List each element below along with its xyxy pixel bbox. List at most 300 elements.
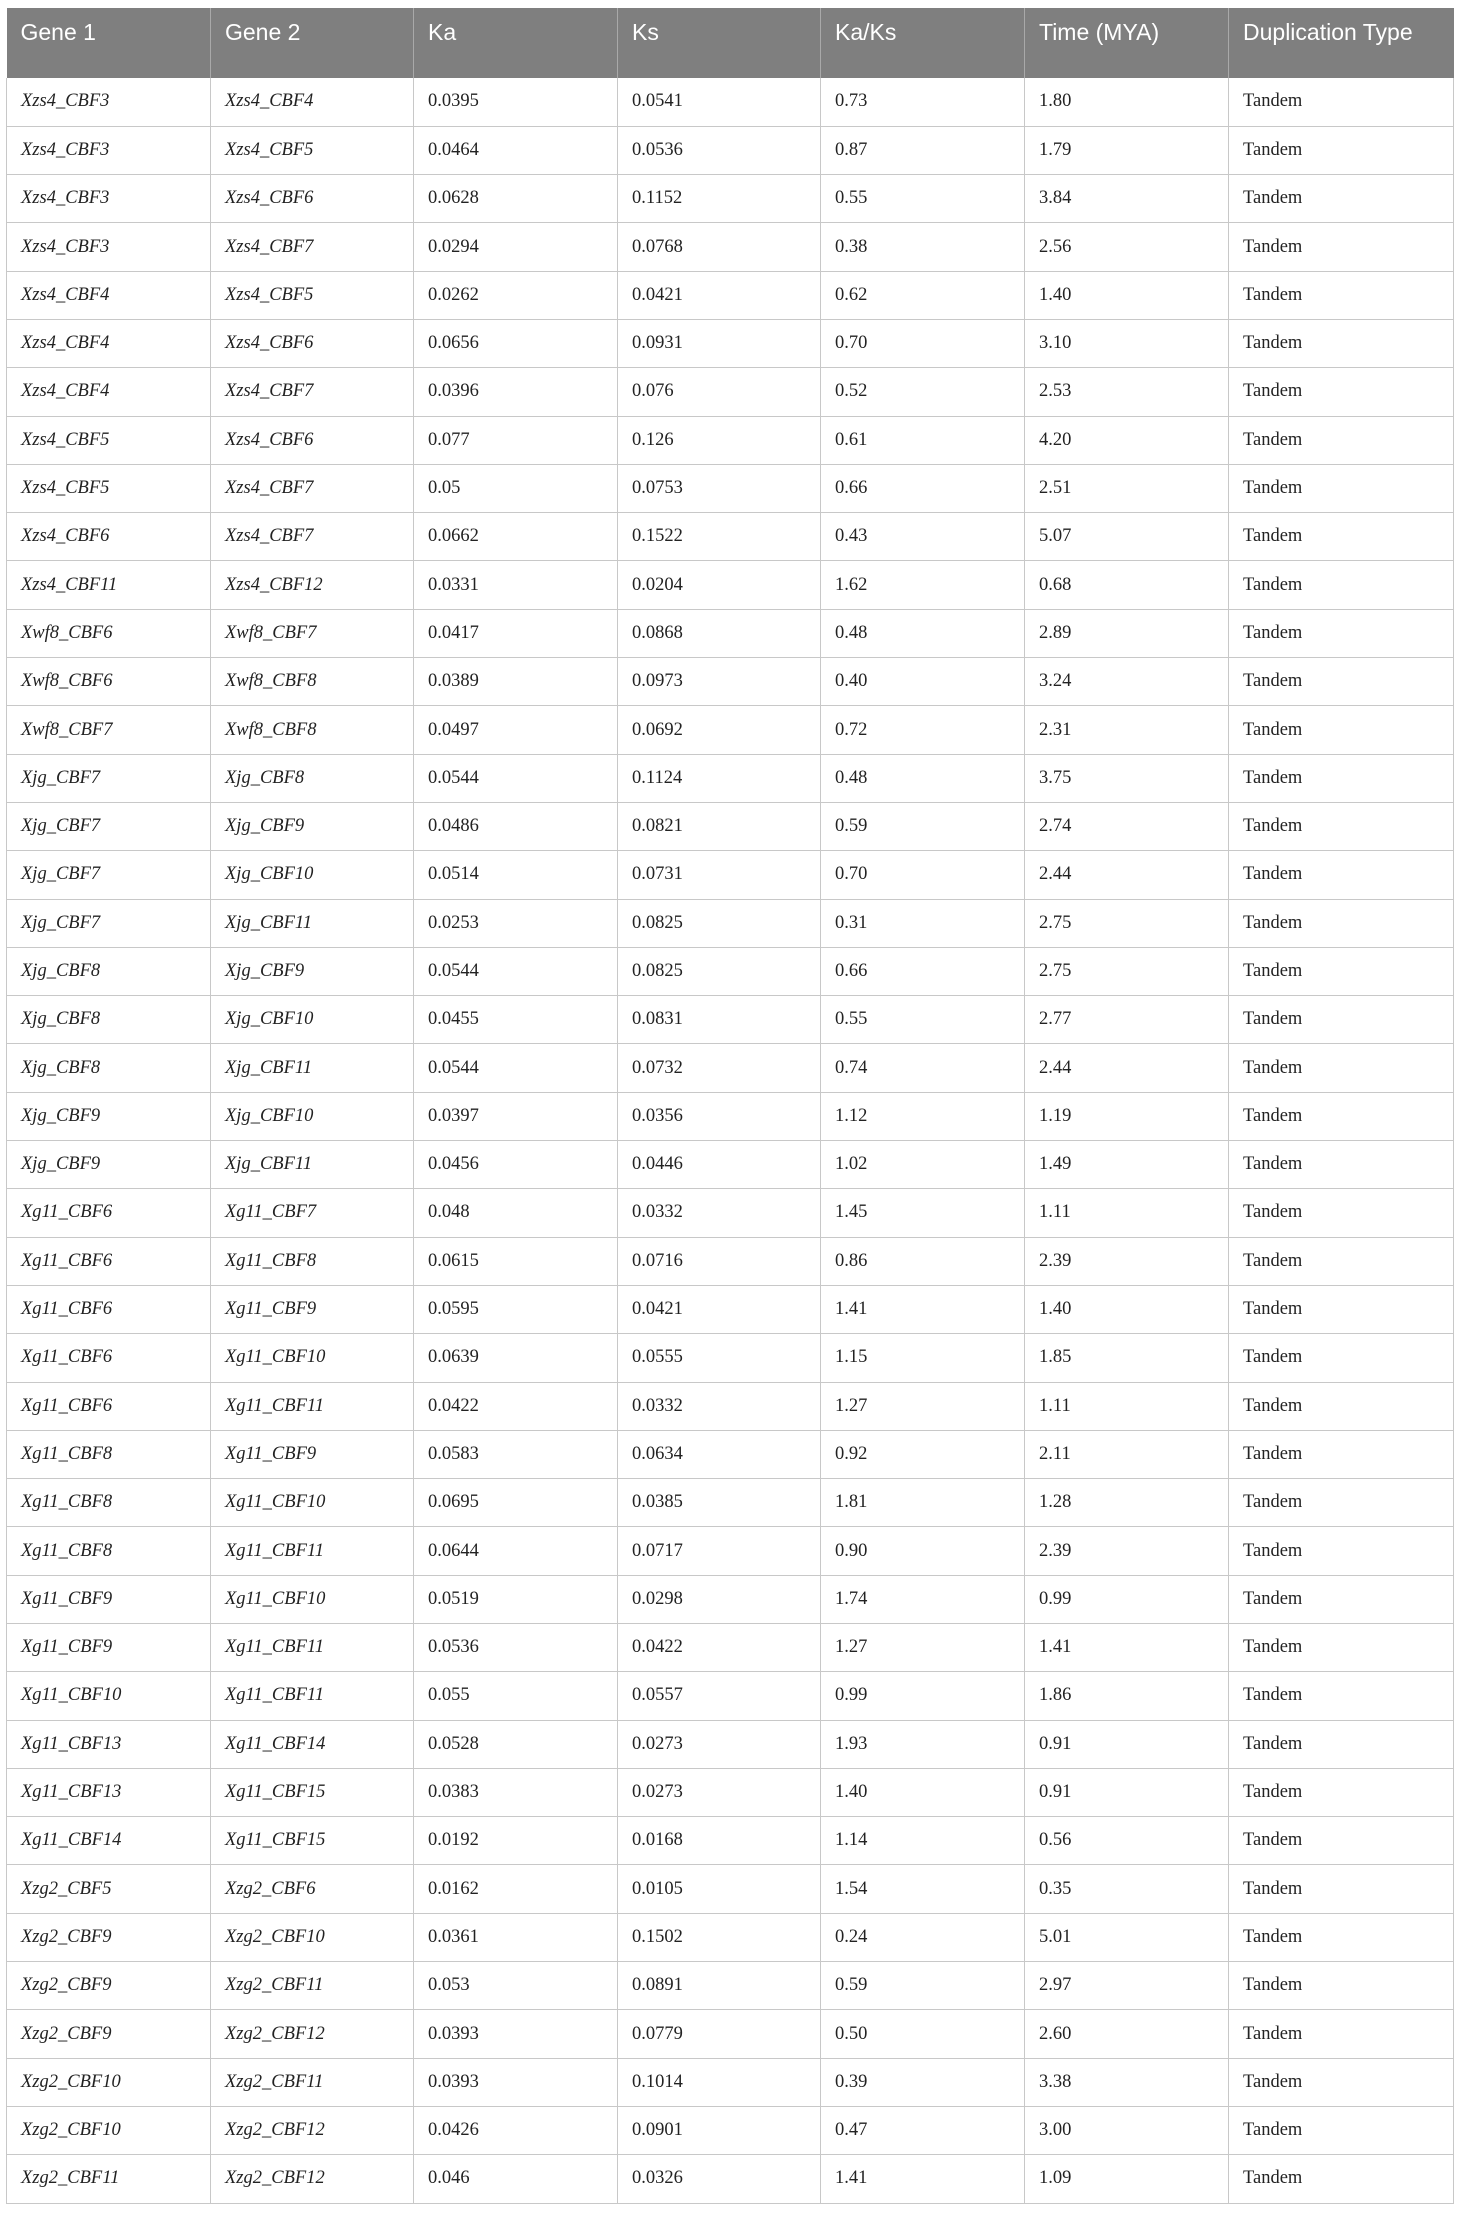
table-row <box>7 706 1454 754</box>
ka-ks-cell: 0.59 <box>821 802 1025 850</box>
time-cell: 2.31 <box>1025 706 1229 754</box>
gene-2-cell: Xzg2_CBF12 <box>211 2010 414 2058</box>
ks-cell: 0.1124 <box>618 754 821 802</box>
ks-cell: 0.0891 <box>618 1962 821 2010</box>
gene-1-cell: Xzs4_CBF3 <box>7 175 211 223</box>
ks-cell: 0.1152 <box>618 175 821 223</box>
duplication-type-cell: Tandem <box>1229 513 1454 561</box>
gene-2-cell: Xzs4_CBF7 <box>211 368 414 416</box>
duplication-type-cell: Tandem <box>1229 1189 1454 1237</box>
gene-1-cell: Xjg_CBF7 <box>7 899 211 947</box>
ka-cell: 0.0395 <box>414 78 618 126</box>
gene-1-cell: Xzg2_CBF9 <box>7 1962 211 2010</box>
ka-cell: 0.0536 <box>414 1624 618 1672</box>
gene-2-cell: Xjg_CBF10 <box>211 1092 414 1140</box>
ka-ks-cell: 0.90 <box>821 1527 1025 1575</box>
gene-2-cell: Xzg2_CBF11 <box>211 1962 414 2010</box>
ks-cell: 0.0204 <box>618 561 821 609</box>
ks-cell: 0.0825 <box>618 947 821 995</box>
ka-cell: 0.0662 <box>414 513 618 561</box>
table-row <box>7 271 1454 319</box>
gene-2-cell: Xg11_CBF11 <box>211 1672 414 1720</box>
table-row <box>7 996 1454 1044</box>
ka-ks-cell: 1.02 <box>821 1141 1025 1189</box>
table-row <box>7 126 1454 174</box>
ka-ks-cell: 0.47 <box>821 2106 1025 2154</box>
gene-1-cell: Xg11_CBF8 <box>7 1479 211 1527</box>
ka-cell: 0.0639 <box>414 1334 618 1382</box>
duplication-type-cell: Tandem <box>1229 2010 1454 2058</box>
ka-cell: 0.0528 <box>414 1720 618 1768</box>
ka-ks-cell: 1.74 <box>821 1575 1025 1623</box>
ka-ks-cell: 1.14 <box>821 1817 1025 1865</box>
duplication-type-cell: Tandem <box>1229 802 1454 850</box>
table-row <box>7 561 1454 609</box>
table-row <box>7 802 1454 850</box>
ks-cell: 0.0931 <box>618 319 821 367</box>
gene-1-cell: Xwf8_CBF6 <box>7 609 211 657</box>
duplication-type-cell: Tandem <box>1229 899 1454 947</box>
time-cell: 1.49 <box>1025 1141 1229 1189</box>
ka-cell: 0.0393 <box>414 2010 618 2058</box>
gene-2-cell: Xjg_CBF9 <box>211 947 414 995</box>
gene-2-cell: Xjg_CBF9 <box>211 802 414 850</box>
ka-cell: 0.0544 <box>414 1044 618 1092</box>
time-cell: 3.10 <box>1025 319 1229 367</box>
ks-cell: 0.0385 <box>618 1479 821 1527</box>
duplication-type-cell: Tandem <box>1229 1720 1454 1768</box>
ka-ks-cell: 0.31 <box>821 899 1025 947</box>
ka-ks-cell: 0.48 <box>821 609 1025 657</box>
duplication-type-cell: Tandem <box>1229 271 1454 319</box>
time-cell: 2.75 <box>1025 899 1229 947</box>
ks-cell: 0.0168 <box>618 1817 821 1865</box>
duplication-type-cell: Tandem <box>1229 223 1454 271</box>
duplication-type-cell: Tandem <box>1229 2106 1454 2154</box>
duplication-type-cell: Tandem <box>1229 175 1454 223</box>
gene-1-cell: Xg11_CBF6 <box>7 1285 211 1333</box>
gene-1-cell: Xzs4_CBF5 <box>7 464 211 512</box>
time-cell: 0.91 <box>1025 1720 1229 1768</box>
gene-2-cell: Xzs4_CBF7 <box>211 513 414 561</box>
gene-1-cell: Xzg2_CBF10 <box>7 2106 211 2154</box>
gene-1-cell: Xzs4_CBF5 <box>7 416 211 464</box>
gene-2-cell: Xzg2_CBF10 <box>211 1913 414 1961</box>
time-cell: 2.11 <box>1025 1430 1229 1478</box>
time-cell: 2.44 <box>1025 1044 1229 1092</box>
ka-ks-cell: 1.27 <box>821 1624 1025 1672</box>
gene-2-cell: Xzs4_CBF5 <box>211 126 414 174</box>
ka-ks-cell: 0.48 <box>821 754 1025 802</box>
duplication-type-cell: Tandem <box>1229 561 1454 609</box>
table-row <box>7 368 1454 416</box>
gene-1-cell: Xwf8_CBF6 <box>7 658 211 706</box>
duplication-type-cell: Tandem <box>1229 464 1454 512</box>
table-row <box>7 464 1454 512</box>
ks-cell: 0.0692 <box>618 706 821 754</box>
time-cell: 2.44 <box>1025 851 1229 899</box>
ka-ks-cell: 1.93 <box>821 1720 1025 1768</box>
gene-1-cell: Xzs4_CBF3 <box>7 223 211 271</box>
ka-cell: 0.0294 <box>414 223 618 271</box>
ka-ks-cell: 0.43 <box>821 513 1025 561</box>
header-duplication-type: Duplication Type <box>1229 8 1454 78</box>
ka-cell: 0.0514 <box>414 851 618 899</box>
gene-1-cell: Xzs4_CBF4 <box>7 271 211 319</box>
table-row <box>7 947 1454 995</box>
time-cell: 2.56 <box>1025 223 1229 271</box>
ka-ks-cell: 1.81 <box>821 1479 1025 1527</box>
duplication-type-cell: Tandem <box>1229 1817 1454 1865</box>
ka-cell: 0.0595 <box>414 1285 618 1333</box>
ka-ks-cell: 0.55 <box>821 175 1025 223</box>
ks-cell: 0.1014 <box>618 2058 821 2106</box>
duplication-type-cell: Tandem <box>1229 1044 1454 1092</box>
ka-ks-cell: 1.62 <box>821 561 1025 609</box>
time-cell: 1.09 <box>1025 2155 1229 2203</box>
ks-cell: 0.0821 <box>618 802 821 850</box>
ka-ks-cell: 0.70 <box>821 319 1025 367</box>
time-cell: 2.39 <box>1025 1237 1229 1285</box>
ks-cell: 0.0634 <box>618 1430 821 1478</box>
ks-cell: 0.0536 <box>618 126 821 174</box>
gene-2-cell: Xzs4_CBF5 <box>211 271 414 319</box>
duplication-type-cell: Tandem <box>1229 947 1454 995</box>
ka-ks-cell: 0.40 <box>821 658 1025 706</box>
duplication-type-cell: Tandem <box>1229 1430 1454 1478</box>
gene-2-cell: Xg11_CBF10 <box>211 1575 414 1623</box>
ks-cell: 0.0732 <box>618 1044 821 1092</box>
ka-cell: 0.0192 <box>414 1817 618 1865</box>
table-row <box>7 175 1454 223</box>
duplication-type-cell: Tandem <box>1229 1575 1454 1623</box>
ka-cell: 0.0695 <box>414 1479 618 1527</box>
ka-cell: 0.0583 <box>414 1430 618 1478</box>
gene-1-cell: Xg11_CBF13 <box>7 1720 211 1768</box>
ks-cell: 0.076 <box>618 368 821 416</box>
ka-cell: 0.046 <box>414 2155 618 2203</box>
table-row <box>7 1430 1454 1478</box>
ka-cell: 0.0383 <box>414 1768 618 1816</box>
table-row <box>7 1720 1454 1768</box>
ka-ks-cell: 1.40 <box>821 1768 1025 1816</box>
ka-ks-cell: 1.45 <box>821 1189 1025 1237</box>
gene-1-cell: Xjg_CBF7 <box>7 754 211 802</box>
gene-1-cell: Xzg2_CBF9 <box>7 2010 211 2058</box>
table-row <box>7 1479 1454 1527</box>
gene-2-cell: Xg11_CBF14 <box>211 1720 414 1768</box>
time-cell: 2.60 <box>1025 2010 1229 2058</box>
gene-2-cell: Xwf8_CBF8 <box>211 658 414 706</box>
duplication-type-cell: Tandem <box>1229 658 1454 706</box>
header-row <box>7 8 1454 78</box>
duplication-type-cell: Tandem <box>1229 2155 1454 2203</box>
table-row <box>7 319 1454 367</box>
gene-2-cell: Xzs4_CBF7 <box>211 464 414 512</box>
gene-1-cell: Xg11_CBF10 <box>7 1672 211 1720</box>
ks-cell: 0.0326 <box>618 2155 821 2203</box>
ka-ks-cell: 0.87 <box>821 126 1025 174</box>
time-cell: 1.41 <box>1025 1624 1229 1672</box>
gene-2-cell: Xjg_CBF11 <box>211 899 414 947</box>
ks-cell: 0.0298 <box>618 1575 821 1623</box>
table-row <box>7 899 1454 947</box>
time-cell: 3.00 <box>1025 2106 1229 2154</box>
ka-cell: 0.0486 <box>414 802 618 850</box>
ka-cell: 0.0544 <box>414 754 618 802</box>
gene-2-cell: Xzs4_CBF6 <box>211 416 414 464</box>
time-cell: 0.35 <box>1025 1865 1229 1913</box>
gene-1-cell: Xzs4_CBF11 <box>7 561 211 609</box>
gene-2-cell: Xjg_CBF10 <box>211 996 414 1044</box>
time-cell: 2.77 <box>1025 996 1229 1044</box>
ks-cell: 0.0825 <box>618 899 821 947</box>
table-row <box>7 1527 1454 1575</box>
gene-2-cell: Xzs4_CBF12 <box>211 561 414 609</box>
ka-ks-cell: 0.59 <box>821 1962 1025 2010</box>
ks-cell: 0.0422 <box>618 1624 821 1672</box>
gene-2-cell: Xg11_CBF15 <box>211 1768 414 1816</box>
ka-cell: 0.053 <box>414 1962 618 2010</box>
gene-2-cell: Xg11_CBF10 <box>211 1479 414 1527</box>
table-row <box>7 1092 1454 1140</box>
table-row <box>7 2058 1454 2106</box>
table-row <box>7 2155 1454 2203</box>
ka-cell: 0.055 <box>414 1672 618 1720</box>
gene-2-cell: Xzg2_CBF6 <box>211 1865 414 1913</box>
ka-cell: 0.0497 <box>414 706 618 754</box>
gene-1-cell: Xg11_CBF9 <box>7 1575 211 1623</box>
ka-ks-cell: 0.39 <box>821 2058 1025 2106</box>
ka-cell: 0.0393 <box>414 2058 618 2106</box>
duplication-type-cell: Tandem <box>1229 368 1454 416</box>
gene-1-cell: Xg11_CBF6 <box>7 1237 211 1285</box>
ka-cell: 0.0426 <box>414 2106 618 2154</box>
table-body <box>7 78 1454 2203</box>
time-cell: 0.99 <box>1025 1575 1229 1623</box>
ks-cell: 0.1522 <box>618 513 821 561</box>
ka-ks-cell: 1.27 <box>821 1382 1025 1430</box>
ks-cell: 0.0973 <box>618 658 821 706</box>
header-ks: Ks <box>618 8 821 78</box>
gene-2-cell: Xzs4_CBF6 <box>211 319 414 367</box>
gene-2-cell: Xwf8_CBF7 <box>211 609 414 657</box>
duplication-type-cell: Tandem <box>1229 609 1454 657</box>
ka-cell: 0.0389 <box>414 658 618 706</box>
gene-2-cell: Xg11_CBF9 <box>211 1430 414 1478</box>
ka-ks-cell: 0.50 <box>821 2010 1025 2058</box>
ka-ks-cell: 0.52 <box>821 368 1025 416</box>
time-cell: 2.74 <box>1025 802 1229 850</box>
time-cell: 0.56 <box>1025 1817 1229 1865</box>
ka-cell: 0.0456 <box>414 1141 618 1189</box>
gene-1-cell: Xzg2_CBF11 <box>7 2155 211 2203</box>
header-gene-2: Gene 2 <box>211 8 414 78</box>
ka-cell: 0.0544 <box>414 947 618 995</box>
duplication-type-cell: Tandem <box>1229 1865 1454 1913</box>
ks-cell: 0.0356 <box>618 1092 821 1140</box>
time-cell: 3.84 <box>1025 175 1229 223</box>
gene-2-cell: Xg11_CBF8 <box>211 1237 414 1285</box>
table-row <box>7 416 1454 464</box>
ka-cell: 0.0519 <box>414 1575 618 1623</box>
table-row <box>7 1575 1454 1623</box>
table-row <box>7 1913 1454 1961</box>
duplication-type-cell: Tandem <box>1229 1913 1454 1961</box>
ks-cell: 0.0541 <box>618 78 821 126</box>
time-cell: 1.85 <box>1025 1334 1229 1382</box>
table-row <box>7 1189 1454 1237</box>
time-cell: 1.11 <box>1025 1382 1229 1430</box>
time-cell: 0.91 <box>1025 1768 1229 1816</box>
duplication-type-cell: Tandem <box>1229 78 1454 126</box>
time-cell: 3.24 <box>1025 658 1229 706</box>
ks-cell: 0.0557 <box>618 1672 821 1720</box>
ka-cell: 0.0656 <box>414 319 618 367</box>
ks-cell: 0.1502 <box>618 1913 821 1961</box>
time-cell: 3.38 <box>1025 2058 1229 2106</box>
duplication-type-cell: Tandem <box>1229 319 1454 367</box>
table-row <box>7 1624 1454 1672</box>
gene-1-cell: Xzg2_CBF5 <box>7 1865 211 1913</box>
ka-cell: 0.0464 <box>414 126 618 174</box>
duplication-type-cell: Tandem <box>1229 1285 1454 1333</box>
ks-cell: 0.0273 <box>618 1768 821 1816</box>
table-row <box>7 609 1454 657</box>
ka-cell: 0.048 <box>414 1189 618 1237</box>
table-row <box>7 1865 1454 1913</box>
gene-2-cell: Xjg_CBF10 <box>211 851 414 899</box>
ka-ks-cell: 1.54 <box>821 1865 1025 1913</box>
ka-ks-cell: 0.66 <box>821 947 1025 995</box>
ka-ks-cell: 0.24 <box>821 1913 1025 1961</box>
gene-2-cell: Xg11_CBF11 <box>211 1624 414 1672</box>
gene-2-cell: Xg11_CBF7 <box>211 1189 414 1237</box>
gene-2-cell: Xzs4_CBF7 <box>211 223 414 271</box>
gene-1-cell: Xzs4_CBF3 <box>7 78 211 126</box>
duplication-type-cell: Tandem <box>1229 1479 1454 1527</box>
duplication-type-cell: Tandem <box>1229 1237 1454 1285</box>
ks-cell: 0.0831 <box>618 996 821 1044</box>
ks-cell: 0.0273 <box>618 1720 821 1768</box>
ka-ks-cell: 0.73 <box>821 78 1025 126</box>
table-row <box>7 223 1454 271</box>
gene-2-cell: Xg11_CBF11 <box>211 1382 414 1430</box>
ks-cell: 0.0768 <box>618 223 821 271</box>
ka-cell: 0.0644 <box>414 1527 618 1575</box>
ka-ks-cell: 0.74 <box>821 1044 1025 1092</box>
gene-1-cell: Xg11_CBF6 <box>7 1334 211 1382</box>
gene-1-cell: Xjg_CBF8 <box>7 996 211 1044</box>
table-container <box>6 8 1453 2204</box>
table-row <box>7 1237 1454 1285</box>
gene-1-cell: Xjg_CBF7 <box>7 802 211 850</box>
ks-cell: 0.0332 <box>618 1189 821 1237</box>
time-cell: 2.51 <box>1025 464 1229 512</box>
table-row <box>7 1962 1454 2010</box>
table-header <box>7 8 1454 78</box>
table-row <box>7 658 1454 706</box>
gene-1-cell: Xjg_CBF9 <box>7 1092 211 1140</box>
table-row <box>7 1817 1454 1865</box>
time-cell: 2.53 <box>1025 368 1229 416</box>
ka-cell: 0.0455 <box>414 996 618 1044</box>
table-row <box>7 1285 1454 1333</box>
time-cell: 1.40 <box>1025 1285 1229 1333</box>
ks-cell: 0.0717 <box>618 1527 821 1575</box>
time-cell: 2.39 <box>1025 1527 1229 1575</box>
gene-2-cell: Xzs4_CBF4 <box>211 78 414 126</box>
ka-cell: 0.0262 <box>414 271 618 319</box>
time-cell: 1.86 <box>1025 1672 1229 1720</box>
header-time: Time (MYA) <box>1025 8 1229 78</box>
gene-2-cell: Xg11_CBF11 <box>211 1527 414 1575</box>
time-cell: 1.79 <box>1025 126 1229 174</box>
header-ka-ks: Ka/Ks <box>821 8 1025 78</box>
duplication-type-cell: Tandem <box>1229 1624 1454 1672</box>
duplication-type-cell: Tandem <box>1229 2058 1454 2106</box>
time-cell: 0.68 <box>1025 561 1229 609</box>
gene-2-cell: Xzg2_CBF11 <box>211 2058 414 2106</box>
time-cell: 1.28 <box>1025 1479 1229 1527</box>
gene-2-cell: Xzg2_CBF12 <box>211 2106 414 2154</box>
ks-cell: 0.0779 <box>618 2010 821 2058</box>
table-row <box>7 2106 1454 2154</box>
ka-ks-cell: 0.55 <box>821 996 1025 1044</box>
gene-1-cell: Xjg_CBF8 <box>7 1044 211 1092</box>
gene-1-cell: Xg11_CBF8 <box>7 1430 211 1478</box>
ka-cell: 0.0396 <box>414 368 618 416</box>
gene-1-cell: Xg11_CBF8 <box>7 1527 211 1575</box>
gene-1-cell: Xjg_CBF7 <box>7 851 211 899</box>
table-row <box>7 1044 1454 1092</box>
header-gene-1: Gene 1 <box>7 8 211 78</box>
time-cell: 1.40 <box>1025 271 1229 319</box>
table-row <box>7 1141 1454 1189</box>
duplication-type-cell: Tandem <box>1229 1672 1454 1720</box>
gene-1-cell: Xjg_CBF9 <box>7 1141 211 1189</box>
ks-cell: 0.0446 <box>618 1141 821 1189</box>
ka-ks-cell: 0.70 <box>821 851 1025 899</box>
gene-1-cell: Xg11_CBF6 <box>7 1382 211 1430</box>
ka-cell: 0.0361 <box>414 1913 618 1961</box>
gene-1-cell: Xg11_CBF13 <box>7 1768 211 1816</box>
gene-2-cell: Xjg_CBF8 <box>211 754 414 802</box>
ks-cell: 0.0901 <box>618 2106 821 2154</box>
time-cell: 1.80 <box>1025 78 1229 126</box>
gene-2-cell: Xzs4_CBF6 <box>211 175 414 223</box>
duplication-type-cell: Tandem <box>1229 1334 1454 1382</box>
ks-cell: 0.0731 <box>618 851 821 899</box>
ka-ks-cell: 0.61 <box>821 416 1025 464</box>
gene-1-cell: Xzs4_CBF3 <box>7 126 211 174</box>
table-row <box>7 1382 1454 1430</box>
duplication-type-cell: Tandem <box>1229 851 1454 899</box>
ks-cell: 0.0555 <box>618 1334 821 1382</box>
table-row <box>7 851 1454 899</box>
gene-1-cell: Xg11_CBF6 <box>7 1189 211 1237</box>
ks-cell: 0.0716 <box>618 1237 821 1285</box>
gene-1-cell: Xzs4_CBF4 <box>7 319 211 367</box>
duplication-type-cell: Tandem <box>1229 706 1454 754</box>
gene-1-cell: Xzs4_CBF6 <box>7 513 211 561</box>
ks-cell: 0.0105 <box>618 1865 821 1913</box>
table-row <box>7 513 1454 561</box>
ka-cell: 0.077 <box>414 416 618 464</box>
ka-cell: 0.0615 <box>414 1237 618 1285</box>
ka-ks-cell: 0.72 <box>821 706 1025 754</box>
table-row <box>7 1768 1454 1816</box>
